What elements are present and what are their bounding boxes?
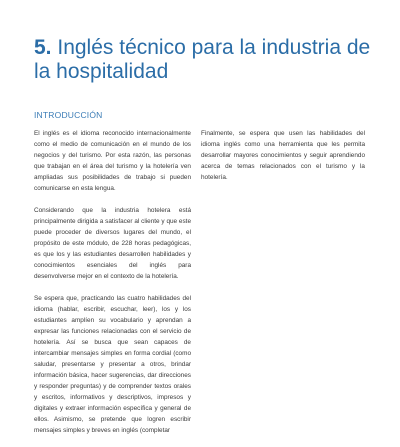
paragraph: Se espera que, practicando las cuatro habilidades del idioma (hablar, escribir, escuchar, leer), los y los estudiantes amplíen su vocabulario y aprendan a expresar las funciones relacionadas con el servicio de hotelería. Así se busca que sean capaces de intercambiar mensajes simples en forma cordial (como saludar, presentarse y presentar a otros, brindar información básica, hacer sugerencias, dar direcciones y responder preguntas) y de comprender textos orales y escritos, informativos y descriptivos, impresos y digitales y extraer información específica y general de ellos. Asimismo, se pretende que logren escribir mensajes simples y breves en inglés (completar [34,295,191,434]
paragraph: Considerando que la industria hotelera está principalmente dirigida a satisfacer al cliente y que este puede proceder de diversos lugares del mundo, el propósito de este módulo, de 228 horas pedagógicas, es que los y las estudiantes desarrollen habilidades y conocimientos esenciales del inglés para desenvolverse mejor en el contexto de la hotelería. [34,207,191,280]
paragraph: Finalmente, se espera que usen las habilidades del idioma inglés como una herramienta que les permita desarrollar mayores conocimientos y seguir aprendiendo acerca de temas relacionados con el turismo y la hotelería. [201,130,365,181]
right-column [201,128,365,194]
paragraph: El inglés es el idioma reconocido internacionalmente como el medio de comunicación en el mundo de los negocios y del turismo. Por esta razón, las personas que trabajan en el área del turismo y la hotelería ven ampliadas sus posibilidades de trabajo si pueden comunicarse en esta lengua. [34,130,191,192]
section-heading: INTRODUCCIÓN [34,110,103,120]
chapter-title [34,36,374,84]
left-column [34,128,191,447]
chapter-title-text: Inglés técnico para la industria de la hospitalidad [34,36,371,83]
chapter-number: 5. [34,36,52,59]
